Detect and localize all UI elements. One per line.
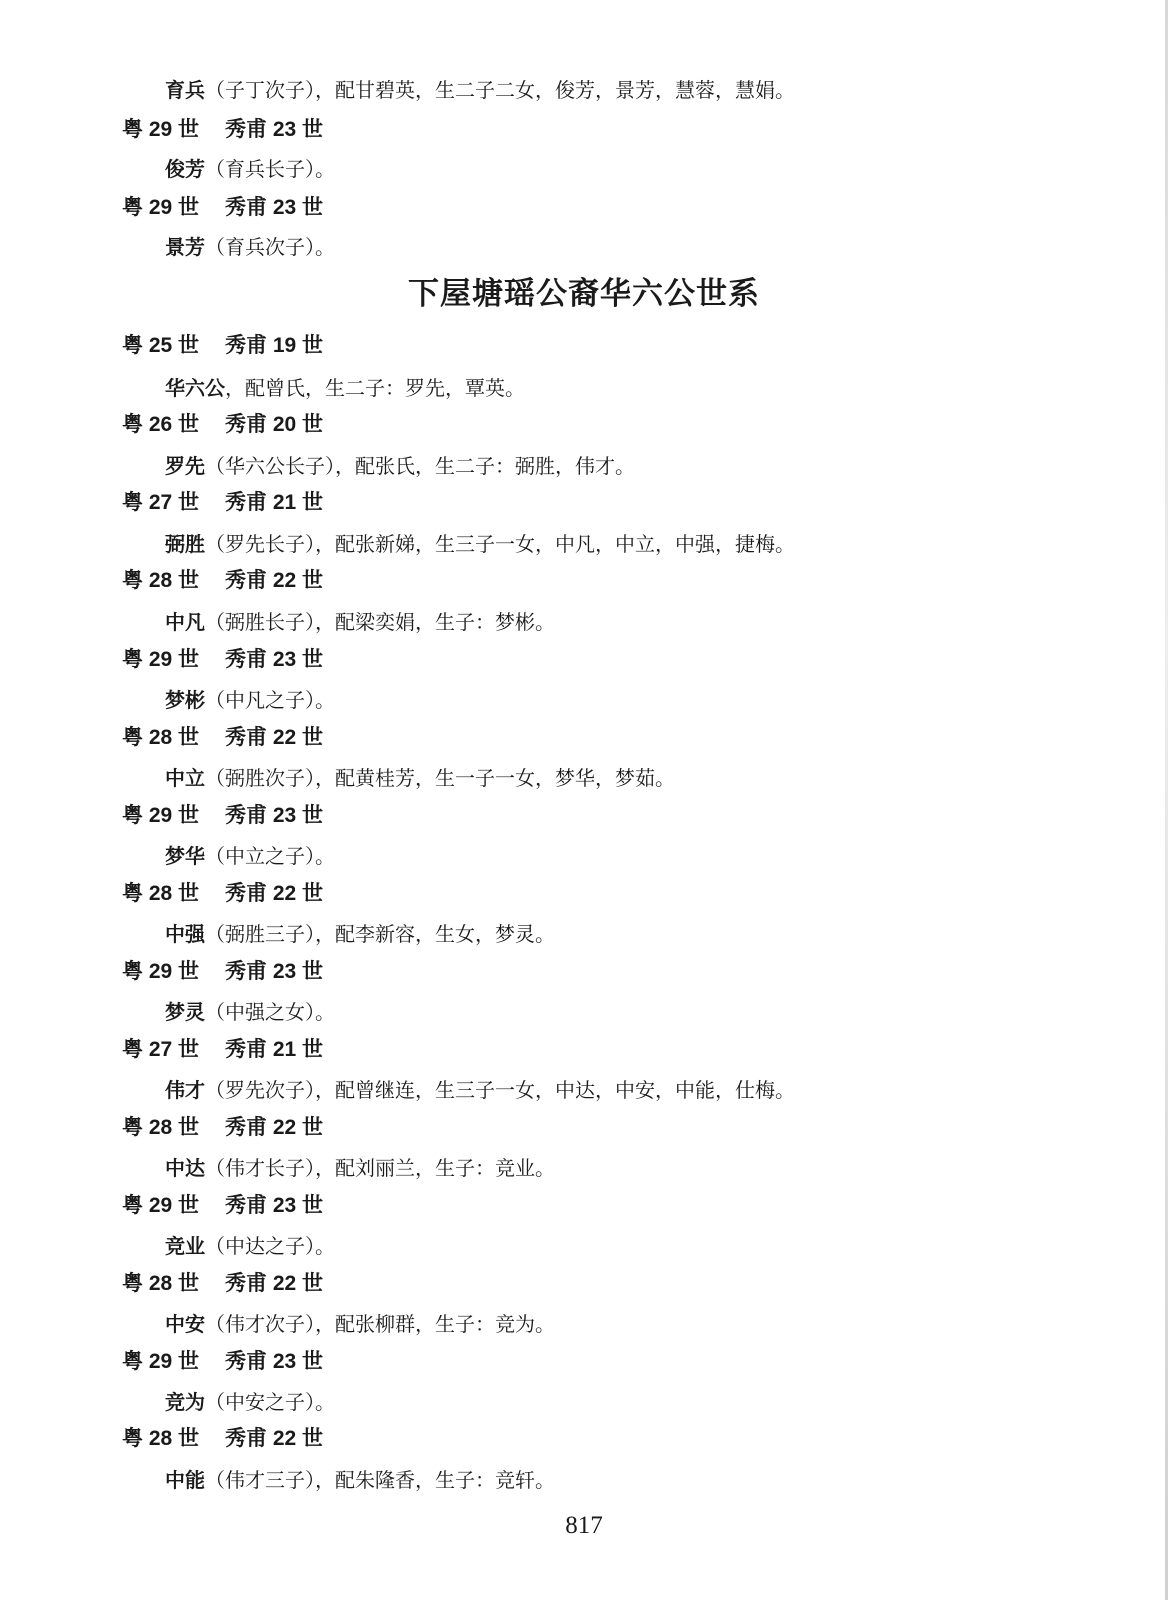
xiufu-generation: 秀甫 22 世 [225,569,324,592]
xiufu-generation: 秀甫 23 世 [225,804,324,827]
entry-text: （中凡之子）。 [205,688,335,712]
guangdong-generation: 粤 25 世 [122,334,200,357]
entry-name: 中强 [165,922,205,946]
generation-header [122,1422,323,1452]
entry-name: 中立 [165,766,205,790]
guangdong-generation: 粤 29 世 [122,1194,200,1217]
xiufu-generation: 秀甫 20 世 [225,413,324,436]
generation-header [122,113,323,143]
entry-text: （伟才次子），配张柳群，生子：竞为。 [205,1312,555,1336]
entry-name: 竞为 [165,1390,205,1414]
entry-name: 中安 [165,1312,205,1336]
generation-header [122,643,323,673]
generation-header [122,564,323,594]
entry-name: 中凡 [165,610,205,634]
genealogy-entry [165,1464,555,1493]
entry-text: （中强之女）。 [205,1000,335,1024]
entry-name: 罗先 [165,454,205,478]
guangdong-generation: 粤 27 世 [122,1038,200,1061]
entry-text: （育兵次子）。 [205,235,335,259]
guangdong-generation: 粤 29 世 [122,196,200,219]
genealogy-entry [165,1074,795,1103]
guangdong-generation: 粤 29 世 [122,804,200,827]
generation-header [122,955,323,985]
guangdong-generation: 粤 28 世 [122,1427,200,1450]
entry-name: 景芳 [165,235,205,259]
entry-name: 伟才 [165,1078,205,1102]
entry-text: （中安之子）。 [205,1390,335,1414]
genealogy-entry [165,153,335,182]
xiufu-generation: 秀甫 22 世 [225,1116,324,1139]
entry-text: （育兵长子）。 [205,157,335,181]
guangdong-generation: 粤 28 世 [122,569,200,592]
guangdong-generation: 粤 29 世 [122,1350,200,1373]
entry-name: 中达 [165,1156,205,1180]
generation-header [122,191,323,221]
entry-name: 育兵 [165,78,205,102]
entry-text: （弼胜次子），配黄桂芳，生一子一女，梦华，梦茹。 [205,766,675,790]
guangdong-generation: 粤 27 世 [122,491,200,514]
xiufu-generation: 秀甫 21 世 [225,1038,324,1061]
genealogy-entry [165,996,335,1025]
guangdong-generation: 粤 29 世 [122,648,200,671]
entry-name: 弼胜 [165,532,205,556]
genealogy-entry [165,684,335,713]
guangdong-generation: 粤 28 世 [122,726,200,749]
genealogy-entry [165,1230,335,1259]
generation-header [122,799,323,829]
entry-text: （中达之子）。 [205,1234,335,1258]
xiufu-generation: 秀甫 23 世 [225,648,324,671]
entry-text: （罗先长子），配张新娣，生三子一女，中凡，中立，中强，捷梅。 [205,532,795,556]
guangdong-generation: 粤 28 世 [122,1116,200,1139]
xiufu-generation: 秀甫 23 世 [225,196,324,219]
section-title: 下屋塘瑶公裔华六公世系 [408,276,760,312]
genealogy-entry [165,1308,555,1337]
entry-name: 梦华 [165,844,205,868]
xiufu-generation: 秀甫 21 世 [225,491,324,514]
genealogy-entry [165,528,795,557]
entry-text: （伟才长子），配刘丽兰，生子：竞业。 [205,1156,555,1180]
entry-text: （罗先次子），配曾继连，生三子一女，中达，中安，中能，仕梅。 [205,1078,795,1102]
guangdong-generation: 粤 29 世 [122,118,200,141]
xiufu-generation: 秀甫 23 世 [225,960,324,983]
entry-name: 俊芳 [165,157,205,181]
genealogy-entry [165,606,555,635]
genealogy-entry [165,762,675,791]
xiufu-generation: 秀甫 19 世 [225,334,324,357]
page-number: 817 [565,1512,603,1539]
genealogy-entry [165,74,795,103]
entry-text: （中立之子）。 [205,844,335,868]
entry-name: 中能 [165,1468,205,1492]
generation-header [122,1345,323,1375]
guangdong-generation: 粤 28 世 [122,1272,200,1295]
genealogy-entry [165,1386,335,1415]
genealogy-entry [165,840,335,869]
generation-header [122,486,323,516]
entry-text: （弼胜三子），配李新容，生女，梦灵。 [205,922,555,946]
guangdong-generation: 粤 26 世 [122,413,200,436]
genealogy-entry [165,231,335,260]
genealogy-entry [165,918,555,947]
xiufu-generation: 秀甫 22 世 [225,882,324,905]
entry-name: 华六公 [165,376,225,400]
entry-name: 竞业 [165,1234,205,1258]
guangdong-generation: 粤 28 世 [122,882,200,905]
genealogy-entry [165,372,525,401]
entry-name: 梦彬 [165,688,205,712]
entry-name: 梦灵 [165,1000,205,1024]
generation-header [122,329,323,359]
generation-header [122,1111,323,1141]
generation-header [122,1189,323,1219]
generation-header [122,721,323,751]
generation-header [122,877,323,907]
generation-header [122,408,323,438]
xiufu-generation: 秀甫 23 世 [225,1350,324,1373]
entry-text: （伟才三子），配朱隆香，生子：竞轩。 [205,1468,555,1492]
entry-text: （华六公长子），配张氏，生二子：弼胜，伟才。 [205,454,635,478]
entry-text: （子丁次子），配甘碧英，生二子二女，俊芳，景芳，慧蓉，慧娟。 [205,78,795,102]
entry-text: ，配曾氏，生二子：罗先，覃英。 [225,376,525,400]
genealogy-entry [165,450,635,479]
genealogy-entry [165,1152,555,1181]
entry-text: （弼胜长子），配梁奕娟，生子：梦彬。 [205,610,555,634]
xiufu-generation: 秀甫 22 世 [225,1272,324,1295]
xiufu-generation: 秀甫 22 世 [225,1427,324,1450]
generation-header [122,1033,323,1063]
guangdong-generation: 粤 29 世 [122,960,200,983]
xiufu-generation: 秀甫 22 世 [225,726,324,749]
generation-header [122,1267,323,1297]
xiufu-generation: 秀甫 23 世 [225,1194,324,1217]
xiufu-generation: 秀甫 23 世 [225,118,324,141]
